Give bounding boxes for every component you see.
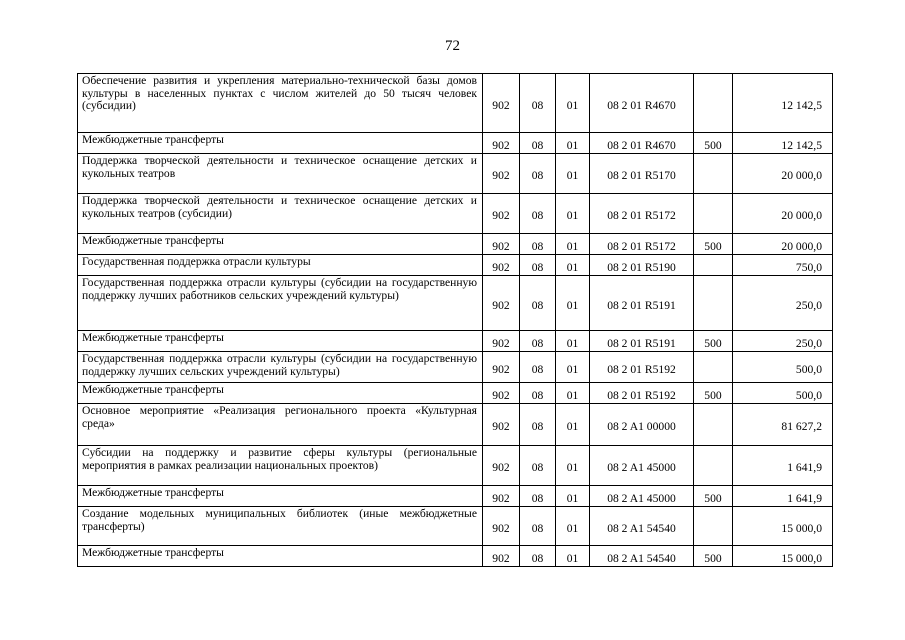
- row-amount: 500,0: [733, 352, 833, 383]
- row-expense-type-code: [694, 404, 733, 446]
- table-row: [78, 404, 833, 446]
- row-amount: 20 000,0: [733, 194, 833, 234]
- row-subsection-code: 01: [556, 133, 590, 154]
- row-gr-code: 902: [483, 133, 520, 154]
- row-gr-code: 902: [483, 546, 520, 567]
- row-section-code: 08: [520, 234, 556, 255]
- row-amount: 250,0: [733, 276, 833, 331]
- row-amount: 750,0: [733, 255, 833, 276]
- row-subsection-code: 01: [556, 507, 590, 546]
- row-description: Основное мероприятие «Реализация регионального проекта «Культурная среда»: [78, 404, 483, 446]
- row-amount: 250,0: [733, 331, 833, 352]
- row-amount: 12 142,5: [733, 74, 833, 133]
- row-section-code: 08: [520, 404, 556, 446]
- row-description: Субсидии на поддержку и развитие сферы культуры (региональные мероприятия в рамках реализации национальных проектов): [78, 446, 483, 486]
- row-expense-type-code: 500: [694, 486, 733, 507]
- row-description: Государственная поддержка отрасли культуры: [78, 255, 483, 276]
- row-target-article-code: 08 2 01 R5192: [590, 352, 694, 383]
- page-number: 72: [445, 38, 460, 54]
- row-expense-type-code: [694, 194, 733, 234]
- row-expense-type-code: [694, 276, 733, 331]
- table-row: [78, 546, 833, 567]
- row-description: Межбюджетные трансферты: [78, 486, 483, 507]
- row-target-article-code: 08 2 A1 00000: [590, 404, 694, 446]
- row-target-article-code: 08 2 A1 45000: [590, 486, 694, 507]
- row-description: Поддержка творческой деятельности и техническое оснащение детских и кукольных театров: [78, 154, 483, 194]
- row-expense-type-code: [694, 74, 733, 133]
- budget-table: [77, 73, 833, 567]
- row-subsection-code: 01: [556, 352, 590, 383]
- row-amount: 15 000,0: [733, 546, 833, 567]
- row-gr-code: 902: [483, 507, 520, 546]
- row-section-code: 08: [520, 255, 556, 276]
- row-expense-type-code: 500: [694, 546, 733, 567]
- row-section-code: 08: [520, 74, 556, 133]
- row-subsection-code: 01: [556, 194, 590, 234]
- table-row: [78, 383, 833, 404]
- row-expense-type-code: 500: [694, 234, 733, 255]
- row-target-article-code: 08 2 A1 45000: [590, 446, 694, 486]
- row-description: Межбюджетные трансферты: [78, 234, 483, 255]
- row-expense-type-code: 500: [694, 331, 733, 352]
- row-gr-code: 902: [483, 234, 520, 255]
- row-target-article-code: 08 2 01 R5190: [590, 255, 694, 276]
- row-expense-type-code: [694, 154, 733, 194]
- row-target-article-code: 08 2 01 R5172: [590, 194, 694, 234]
- row-gr-code: 902: [483, 383, 520, 404]
- row-expense-type-code: [694, 255, 733, 276]
- row-gr-code: 902: [483, 352, 520, 383]
- row-expense-type-code: [694, 507, 733, 546]
- row-expense-type-code: 500: [694, 383, 733, 404]
- row-description: Поддержка творческой деятельности и техническое оснащение детских и кукольных театров (субсидии): [78, 194, 483, 234]
- row-subsection-code: 01: [556, 546, 590, 567]
- row-subsection-code: 01: [556, 74, 590, 133]
- row-section-code: 08: [520, 507, 556, 546]
- row-amount: 12 142,5: [733, 133, 833, 154]
- row-description: Межбюджетные трансферты: [78, 383, 483, 404]
- row-description: Межбюджетные трансферты: [78, 331, 483, 352]
- table-row: [78, 74, 833, 133]
- row-gr-code: 902: [483, 446, 520, 486]
- row-target-article-code: 08 2 01 R5191: [590, 276, 694, 331]
- row-subsection-code: 01: [556, 331, 590, 352]
- table-row: [78, 276, 833, 331]
- row-amount: 20 000,0: [733, 154, 833, 194]
- row-subsection-code: 01: [556, 486, 590, 507]
- row-target-article-code: 08 2 01 R4670: [590, 74, 694, 133]
- row-section-code: 08: [520, 194, 556, 234]
- row-subsection-code: 01: [556, 276, 590, 331]
- row-gr-code: 902: [483, 154, 520, 194]
- row-gr-code: 902: [483, 74, 520, 133]
- table-row: [78, 507, 833, 546]
- row-description: Межбюджетные трансферты: [78, 133, 483, 154]
- row-section-code: 08: [520, 331, 556, 352]
- row-section-code: 08: [520, 154, 556, 194]
- row-section-code: 08: [520, 133, 556, 154]
- row-target-article-code: 08 2 01 R5170: [590, 154, 694, 194]
- row-subsection-code: 01: [556, 234, 590, 255]
- row-target-article-code: 08 2 01 R5172: [590, 234, 694, 255]
- table-row: [78, 234, 833, 255]
- row-amount: 81 627,2: [733, 404, 833, 446]
- row-section-code: 08: [520, 486, 556, 507]
- row-target-article-code: 08 2 01 R4670: [590, 133, 694, 154]
- row-description: Государственная поддержка отрасли культуры (субсидии на государственную поддержку лучших сельских учреждений культуры): [78, 352, 483, 383]
- table-row: [78, 446, 833, 486]
- table-row: [78, 255, 833, 276]
- row-subsection-code: 01: [556, 446, 590, 486]
- row-amount: 500,0: [733, 383, 833, 404]
- row-expense-type-code: [694, 352, 733, 383]
- row-gr-code: 902: [483, 486, 520, 507]
- row-gr-code: 902: [483, 331, 520, 352]
- row-expense-type-code: 500: [694, 133, 733, 154]
- row-gr-code: 902: [483, 194, 520, 234]
- row-section-code: 08: [520, 546, 556, 567]
- table-row: [78, 352, 833, 383]
- row-section-code: 08: [520, 352, 556, 383]
- row-amount: 1 641,9: [733, 446, 833, 486]
- row-target-article-code: 08 2 01 R5192: [590, 383, 694, 404]
- row-section-code: 08: [520, 276, 556, 331]
- budget-table-body: [78, 74, 833, 567]
- row-description: Межбюджетные трансферты: [78, 546, 483, 567]
- row-amount: 1 641,9: [733, 486, 833, 507]
- row-expense-type-code: [694, 446, 733, 486]
- table-row: [78, 486, 833, 507]
- row-description: Обеспечение развития и укрепления материально-технической базы домов культуры в населенных пунктах с числом жителей до 50 тысяч человек (субсидии): [78, 74, 483, 133]
- row-subsection-code: 01: [556, 404, 590, 446]
- row-target-article-code: 08 2 A1 54540: [590, 546, 694, 567]
- row-amount: 20 000,0: [733, 234, 833, 255]
- row-amount: 15 000,0: [733, 507, 833, 546]
- row-subsection-code: 01: [556, 154, 590, 194]
- row-gr-code: 902: [483, 404, 520, 446]
- table-row: [78, 154, 833, 194]
- row-target-article-code: 08 2 A1 54540: [590, 507, 694, 546]
- row-description: Создание модельных муниципальных библиотек (иные межбюджетные трансферты): [78, 507, 483, 546]
- table-row: [78, 331, 833, 352]
- table-row: [78, 133, 833, 154]
- row-gr-code: 902: [483, 276, 520, 331]
- row-gr-code: 902: [483, 255, 520, 276]
- row-subsection-code: 01: [556, 255, 590, 276]
- row-section-code: 08: [520, 383, 556, 404]
- row-subsection-code: 01: [556, 383, 590, 404]
- row-section-code: 08: [520, 446, 556, 486]
- row-target-article-code: 08 2 01 R5191: [590, 331, 694, 352]
- row-description: Государственная поддержка отрасли культуры (субсидии на государственную поддержку лучших работников сельских учреждений культуры): [78, 276, 483, 331]
- table-row: [78, 194, 833, 234]
